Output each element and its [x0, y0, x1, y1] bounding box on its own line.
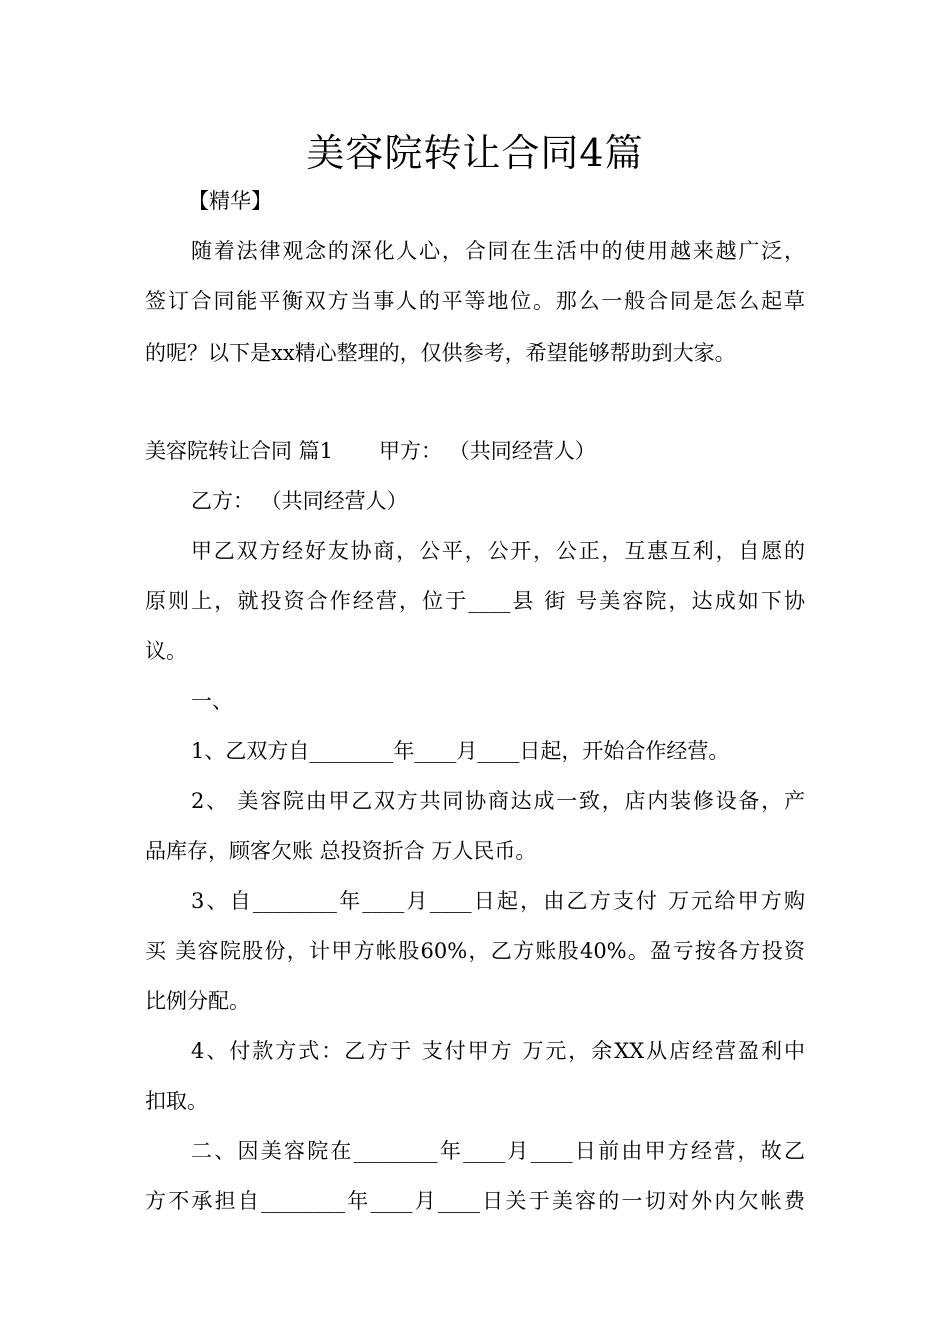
intro-line-1: 随着法律观念的深化人心，合同在生活中的使用越来越广泛，: [191, 239, 805, 263]
body-line-2: 原则上，就投资合作经营，位于____县 街 号美容院，达成如下协: [145, 589, 805, 613]
section-two-line-1: 二、因美容院在________年____月____日前由甲方经营，故乙: [191, 1139, 805, 1163]
body-line-3: 议。: [145, 639, 187, 663]
clause-4-line-2: 扣取。: [145, 1089, 208, 1113]
party-a-line: 甲方： （共同经营人）: [379, 439, 596, 463]
contract-heading: 美容院转让合同 篇1: [145, 439, 334, 463]
tag-label: 【精华】: [188, 189, 272, 213]
intro-line-3: 的呢？以下是xx精心整理的，仅供参考，希望能够帮助到大家。: [145, 341, 736, 365]
clause-4-line-1: 4、付款方式：乙方于 支付甲方 万元，余XX从店经营盈利中: [191, 1039, 805, 1063]
clause-2-line-1: 2、 美容院由甲乙双方共同协商达成一致，店内装修设备，产: [191, 789, 805, 813]
clause-1: 1、乙双方自________年____月____日起，开始合作经营。: [191, 739, 730, 763]
clause-3-line-1: 3、自________年____月____日起，由乙方支付 万元给甲方购: [191, 889, 805, 913]
section-one-heading: 一、: [191, 689, 233, 713]
clause-2-line-2: 品库存，顾客欠账 总投资折合 万人民币。: [145, 839, 537, 863]
section-two-line-2: 方不承担自________年____月____日关于美容的一切对外内欠帐费: [145, 1189, 805, 1213]
clause-3-line-3: 比例分配。: [145, 989, 250, 1013]
contract-heading-row: [145, 436, 596, 466]
intro-line-2: 签订合同能平衡双方当事人的平等地位。那么一般合同是怎么起草: [145, 289, 805, 313]
clause-3-line-2: 买 美容院股份，计甲方帐股60%，乙方账股40%。盈亏按各方投资: [145, 939, 805, 963]
party-b-line: 乙方： （共同经营人）: [191, 489, 408, 513]
document-title: 美容院转让合同4篇: [306, 131, 644, 175]
body-line-1: 甲乙双方经好友协商，公平，公开，公正，互惠互利，自愿的: [191, 539, 805, 563]
